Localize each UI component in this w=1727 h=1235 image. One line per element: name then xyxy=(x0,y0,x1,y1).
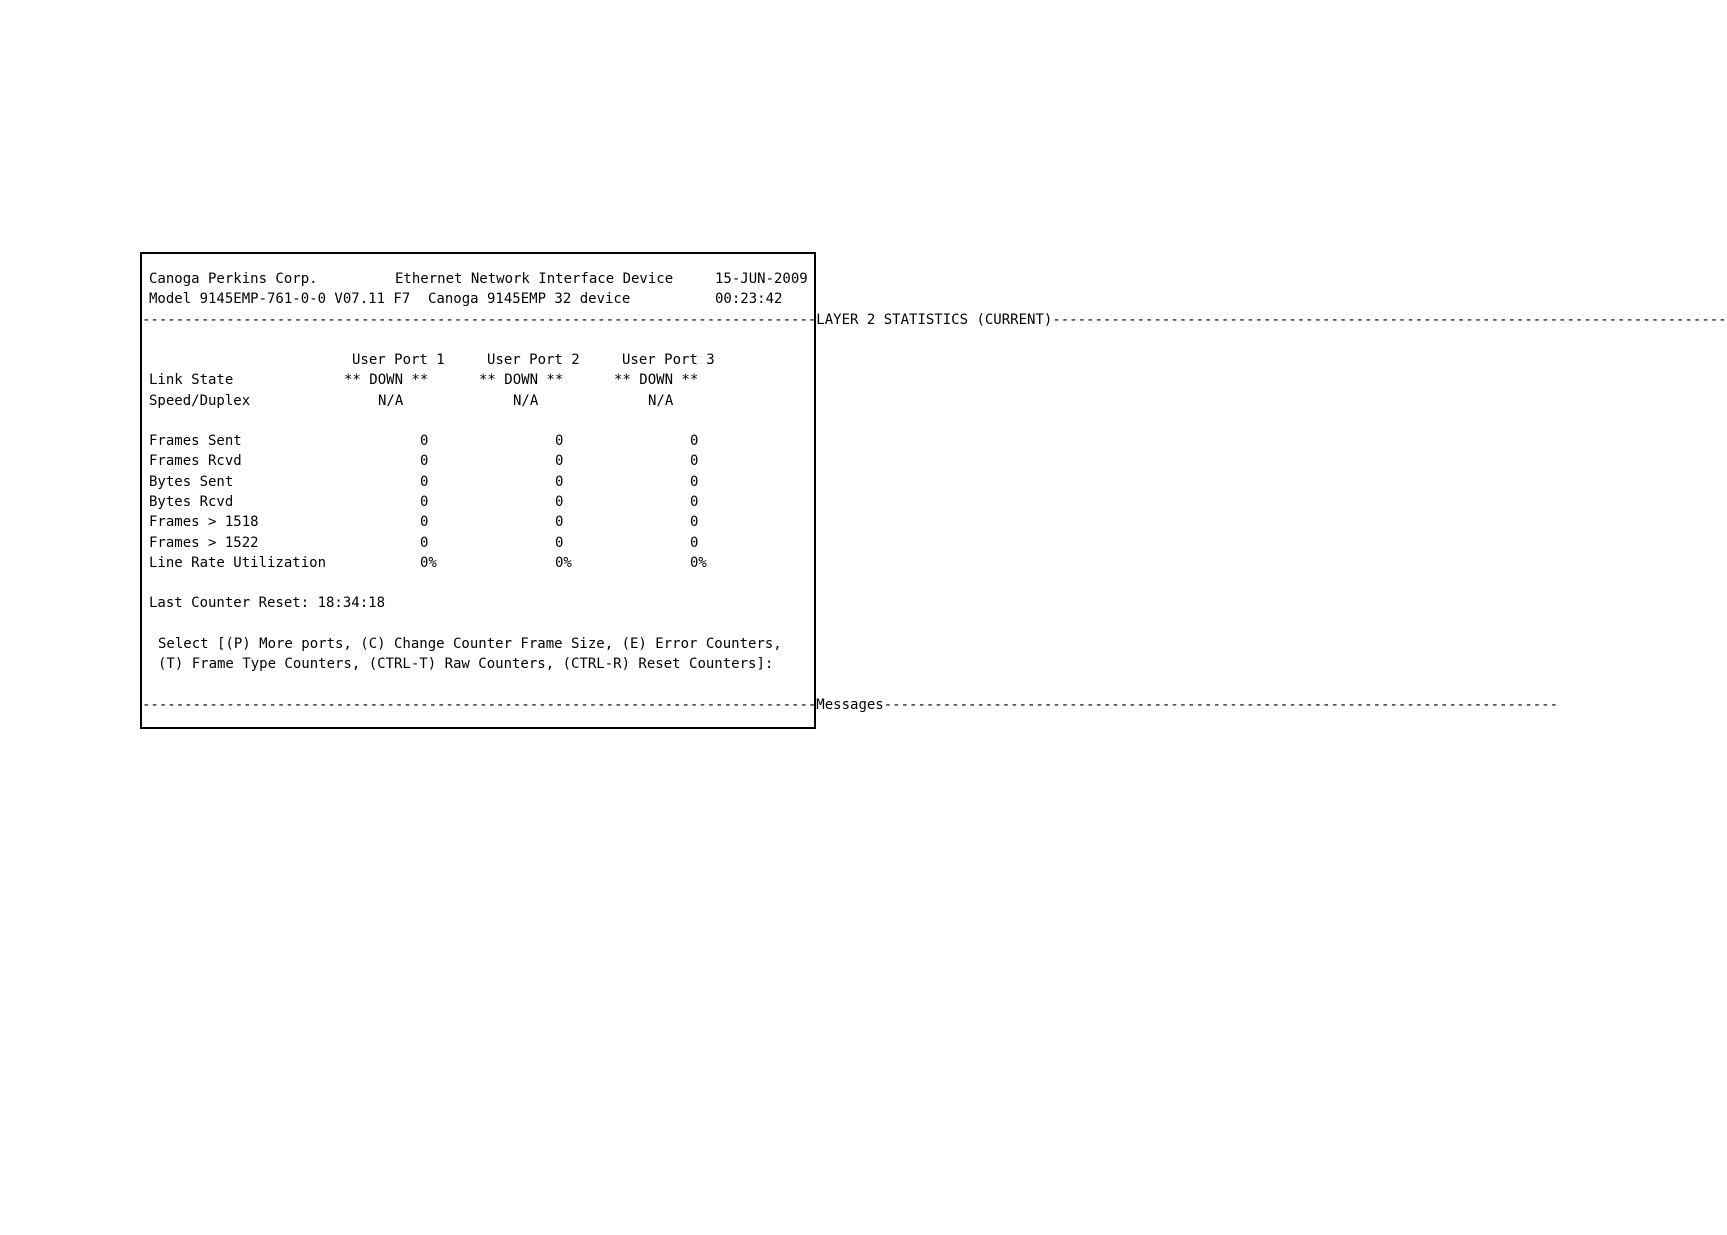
current-date: 15-JUN-2009 xyxy=(715,271,808,287)
section-title: LAYER 2 STATISTICS (CURRENT) xyxy=(816,312,1053,328)
counter-label: Frames Sent xyxy=(149,433,242,449)
counter-value: 0 xyxy=(690,514,699,530)
counter-value: 0 xyxy=(690,453,699,469)
link-state-port-3: ** DOWN ** xyxy=(614,372,699,388)
speed-duplex-port-2: N/A xyxy=(513,393,539,409)
counter-label: Line Rate Utilization xyxy=(149,555,327,571)
separator-dashes: -------------------------------------------------------------------------------- xyxy=(142,697,817,713)
counter-value: 0 xyxy=(555,514,564,530)
counter-label: Bytes Rcvd xyxy=(149,494,234,510)
counter-value: 0 xyxy=(690,433,699,449)
link-state-label: Link State xyxy=(149,372,234,388)
counter-value: 0 xyxy=(420,494,429,510)
counter-value: 0 xyxy=(420,474,429,490)
counter-value: 0 xyxy=(420,433,429,449)
counter-label: Frames Rcvd xyxy=(149,453,242,469)
link-state-port-1: ** DOWN ** xyxy=(344,372,429,388)
last-counter-reset: Last Counter Reset: 18:34:18 xyxy=(149,595,386,611)
current-time: 00:23:42 xyxy=(715,291,783,307)
counter-label: Frames > 1522 xyxy=(149,535,259,551)
port-header-1: User Port 1 xyxy=(352,352,445,368)
command-prompt-line-2[interactable]: (T) Frame Type Counters, (CTRL-T) Raw Counters, (CTRL-R) Reset Counters]: xyxy=(158,656,774,672)
speed-duplex-label: Speed/Duplex xyxy=(149,393,251,409)
counter-value: 0 xyxy=(420,514,429,530)
counter-value: 0 xyxy=(690,535,699,551)
messages-title: Messages xyxy=(816,697,884,713)
port-header-2: User Port 2 xyxy=(487,352,580,368)
counter-value: 0 xyxy=(420,535,429,551)
command-prompt-line-1: Select [(P) More ports, (C) Change Counter Frame Size, (E) Error Counters, xyxy=(158,636,782,652)
counter-value: 0 xyxy=(555,453,564,469)
company-name: Canoga Perkins Corp. xyxy=(149,271,318,287)
section-separator xyxy=(142,310,1727,330)
counter-value: 0 xyxy=(690,474,699,490)
model-info: Model 9145EMP-761-0-0 V07.11 F7 xyxy=(149,291,411,307)
counter-value: 0 xyxy=(420,453,429,469)
counter-value: 0% xyxy=(690,555,707,571)
device-name: Canoga 9145EMP 32 device xyxy=(428,291,631,307)
counter-label: Bytes Sent xyxy=(149,474,234,490)
device-title: Ethernet Network Interface Device xyxy=(395,271,674,287)
counter-value: 0% xyxy=(420,555,437,571)
speed-duplex-port-3: N/A xyxy=(648,393,674,409)
counter-value: 0 xyxy=(555,494,564,510)
port-header-3: User Port 3 xyxy=(622,352,715,368)
counter-value: 0 xyxy=(690,494,699,510)
separator-dashes: -------------------------------------------------------------------------------- xyxy=(1052,312,1727,328)
speed-duplex-port-1: N/A xyxy=(378,393,404,409)
messages-separator xyxy=(142,695,1559,715)
separator-dashes: -------------------------------------------------------------------------------- xyxy=(142,312,817,328)
counter-value: 0% xyxy=(555,555,572,571)
counter-label: Frames > 1518 xyxy=(149,514,259,530)
link-state-port-2: ** DOWN ** xyxy=(479,372,564,388)
counter-value: 0 xyxy=(555,433,564,449)
separator-dashes: -------------------------------------------------------------------------------- xyxy=(883,697,1559,713)
terminal-screen[interactable] xyxy=(140,252,1727,729)
counter-value: 0 xyxy=(555,474,564,490)
counter-value: 0 xyxy=(555,535,564,551)
